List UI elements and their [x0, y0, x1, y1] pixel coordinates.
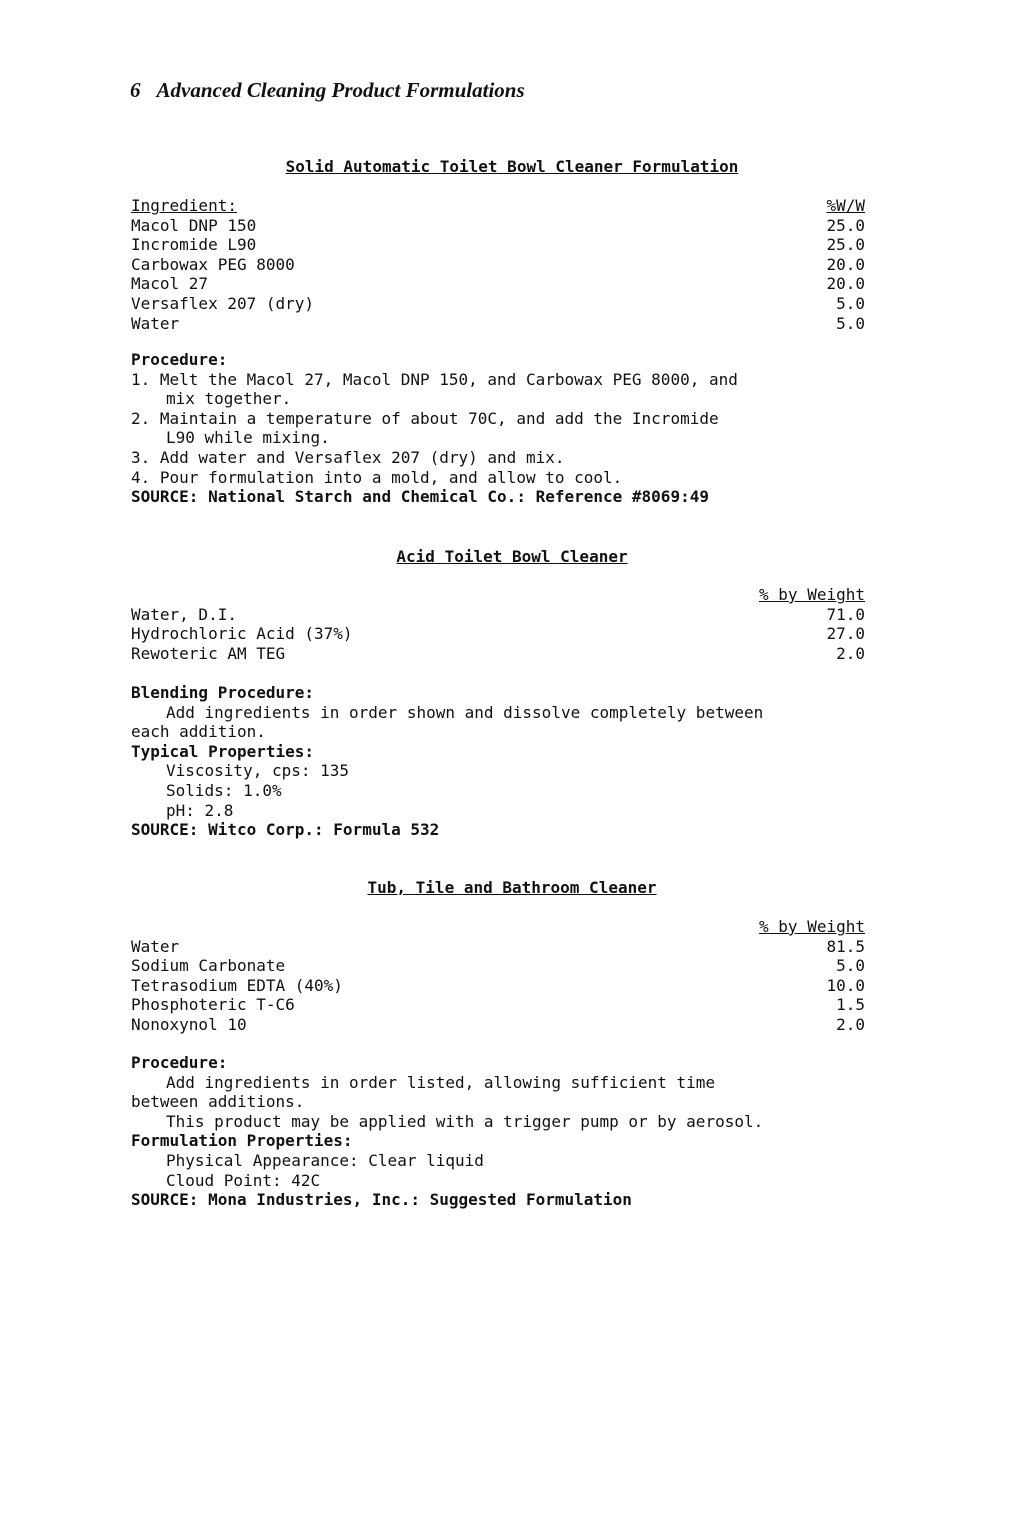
blending-text: Add ingredients in order shown and dissolve completely between — [166, 702, 764, 722]
ingredient-name: Nonoxynol 10 — [131, 1014, 247, 1034]
ingredient-name: Hydrochloric Acid (37%) — [131, 624, 353, 644]
ingredient-name: Water, D.I. — [131, 604, 237, 624]
table-row — [131, 294, 865, 314]
table-row — [131, 1015, 865, 1035]
section1-table — [131, 196, 865, 333]
ingredient-name: Water — [131, 313, 180, 333]
value-header: %W/W — [826, 196, 865, 215]
section3-title: Tub, Tile and Bathroom Cleaner — [367, 878, 657, 897]
blending-text: each addition. — [131, 722, 266, 742]
ingredient-value: 5.0 — [836, 956, 865, 976]
procedure-heading: Procedure: — [131, 350, 228, 369]
ingredient-name: Macol 27 — [131, 274, 209, 294]
ingredient-value: 25.0 — [826, 215, 865, 235]
running-header — [130, 78, 525, 103]
table-row — [131, 976, 865, 996]
properties-heading: Formulation Properties: — [131, 1131, 353, 1151]
ingredient-name: Tetrasodium EDTA (40%) — [131, 975, 343, 995]
ingredient-name: Water — [131, 936, 180, 956]
ingredient-name: Rewoteric AM TEG — [131, 643, 286, 663]
table-row — [131, 235, 865, 255]
table-row — [131, 995, 865, 1015]
source-line: SOURCE: National Starch and Chemical Co.: Reference #8069:49 — [131, 487, 709, 507]
property-item: Physical Appearance: Clear liquid — [166, 1150, 484, 1170]
ingredient-name: Macol DNP 150 — [131, 215, 257, 235]
procedure-step-continued: L90 while mixing. — [166, 428, 330, 448]
ingredient-value: 27.0 — [826, 624, 865, 644]
procedure-heading: Procedure: — [131, 1053, 228, 1072]
ingredient-value: 5.0 — [836, 293, 865, 313]
table-row — [131, 956, 865, 976]
table-row — [131, 937, 865, 957]
ingredient-value: 5.0 — [836, 313, 865, 333]
table-header — [131, 917, 865, 937]
ingredient-name: Versaflex 207 (dry) — [131, 293, 315, 313]
table-header — [131, 196, 865, 216]
source-line: SOURCE: Mona Industries, Inc.: Suggested Formulation — [131, 1190, 632, 1210]
procedure-text: between additions. — [131, 1092, 305, 1112]
procedure-step-continued: mix together. — [166, 389, 292, 409]
page-number: 6 — [130, 78, 141, 102]
ingredient-name: Sodium Carbonate — [131, 956, 286, 976]
ingredient-value: 20.0 — [826, 254, 865, 274]
table-header — [131, 585, 865, 605]
procedure-step: 4. Pour formulation into a mold, and allow to cool. — [131, 467, 623, 487]
ingredient-value: 2.0 — [836, 643, 865, 663]
ingredient-name: Phosphoteric T-C6 — [131, 995, 295, 1015]
section2-notes — [131, 683, 911, 840]
table-row — [131, 314, 865, 334]
table-row — [131, 644, 865, 664]
procedure-step: 1. Melt the Macol 27, Macol DNP 150, and Carbowax PEG 8000, and — [131, 369, 738, 389]
table-row — [131, 255, 865, 275]
properties-heading: Typical Properties: — [131, 741, 315, 761]
ingredient-value: 2.0 — [836, 1014, 865, 1034]
property-item: Solids: 1.0% — [166, 780, 282, 800]
ingredient-value: 10.0 — [826, 975, 865, 995]
procedure-step: 3. Add water and Versaflex 207 (dry) and mix. — [131, 447, 565, 467]
source-line: SOURCE: Witco Corp.: Formula 532 — [131, 820, 440, 840]
ingredient-value: 25.0 — [826, 235, 865, 255]
ingredient-name: Incromide L90 — [131, 235, 257, 255]
property-item: Cloud Point: 42C — [166, 1170, 321, 1190]
procedure-text: This product may be applied with a trigger pump or by aerosol. — [166, 1111, 764, 1131]
book-title: Advanced Cleaning Product Formulations — [156, 78, 525, 102]
section1-procedure — [131, 350, 911, 507]
section3-notes — [131, 1053, 911, 1210]
value-header: % by Weight — [759, 917, 865, 936]
blending-heading: Blending Procedure: — [131, 683, 315, 702]
section2-table — [131, 585, 865, 663]
procedure-step: 2. Maintain a temperature of about 70C, and add the Incromide — [131, 408, 719, 428]
table-row — [131, 274, 865, 294]
section1-title: Solid Automatic Toilet Bowl Cleaner Formulation — [285, 157, 739, 176]
table-row — [131, 216, 865, 236]
ingredient-value: 1.5 — [836, 995, 865, 1015]
section2-title: Acid Toilet Bowl Cleaner — [396, 547, 628, 566]
table-row — [131, 605, 865, 625]
ingredient-value: 20.0 — [826, 274, 865, 294]
ingredient-value: 81.5 — [826, 936, 865, 956]
value-header: % by Weight — [759, 585, 865, 604]
section3-table — [131, 917, 865, 1035]
property-item: Viscosity, cps: 135 — [166, 761, 350, 781]
ingredient-name: Carbowax PEG 8000 — [131, 254, 295, 274]
table-row — [131, 624, 865, 644]
ingredient-header: Ingredient: — [131, 196, 237, 215]
procedure-text: Add ingredients in order listed, allowing sufficient time — [166, 1072, 716, 1092]
ingredient-value: 71.0 — [826, 604, 865, 624]
property-item: pH: 2.8 — [166, 800, 234, 820]
